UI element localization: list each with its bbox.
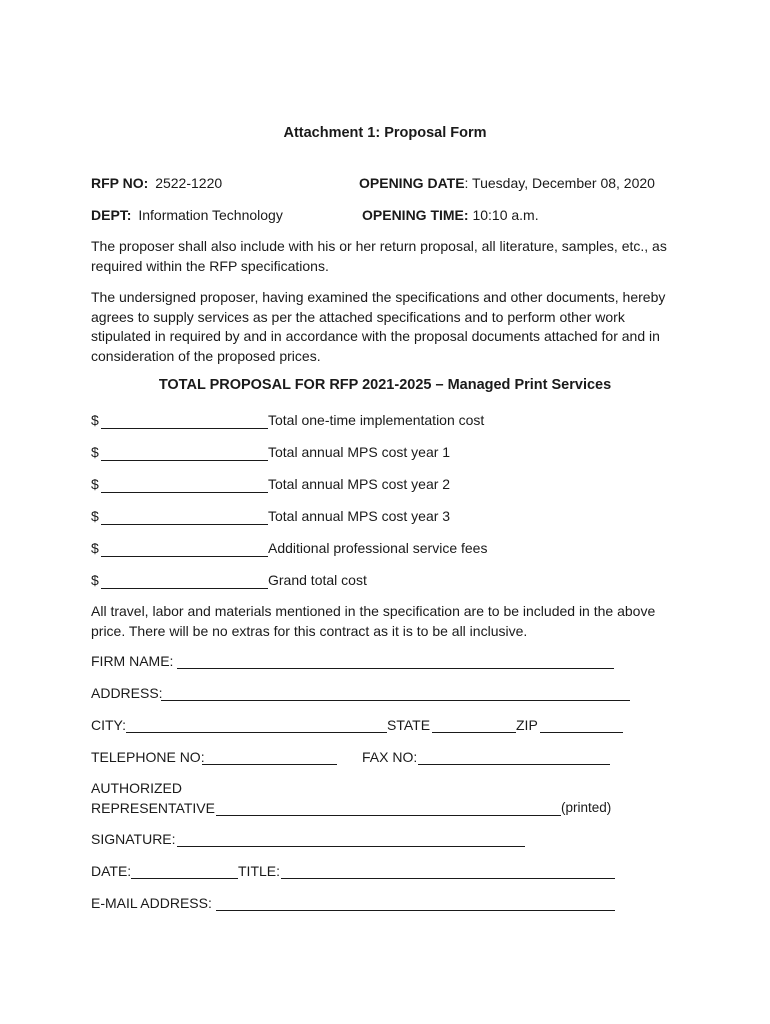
cost-label: Total annual MPS cost year 3 [268, 508, 451, 524]
cost-input-line[interactable] [101, 460, 268, 461]
city-label: CITY: [91, 717, 127, 733]
cost-label: Total annual MPS cost year 1 [268, 444, 451, 460]
zip-label: ZIP [516, 717, 538, 733]
email-line[interactable] [216, 910, 615, 911]
dollar-sign: $ [91, 508, 99, 524]
paragraph-inclusive: All travel, labor and materials mentioned in the specification are to be included in the above price. There will be no extras for this contract as it is to be all inclusive. [91, 603, 656, 639]
opening-time-value: 10:10 a.m. [472, 207, 539, 223]
date-label: DATE: [91, 863, 132, 879]
opening-time-label: OPENING TIME: [362, 207, 469, 223]
date-line[interactable] [131, 878, 238, 879]
title-label: TITLE: [238, 863, 281, 879]
signature-label: SIGNATURE: [91, 831, 176, 847]
dollar-sign: $ [91, 444, 99, 460]
state-line[interactable] [432, 732, 516, 733]
representative-line[interactable] [216, 815, 561, 816]
dollar-sign: $ [91, 412, 99, 428]
form-title: Attachment 1: Proposal Form [283, 125, 487, 141]
city-line[interactable] [126, 732, 387, 733]
cost-input-line[interactable] [101, 588, 268, 589]
signature-line[interactable] [177, 846, 525, 847]
email-label: E-MAIL ADDRESS: [91, 895, 212, 911]
rfp-number [91, 175, 222, 191]
authorized-label: AUTHORIZED [91, 780, 182, 796]
representative-label: REPRESENTATIVE [91, 800, 215, 816]
rfp-no-value: 2522-1220 [155, 175, 223, 191]
paragraph-literature: The proposer shall also include with his or her return proposal, all literature, samples, etc., as required within the RFP specifications. [91, 238, 667, 274]
state-label: STATE [387, 717, 431, 733]
cost-label: Additional professional service fees [268, 540, 488, 556]
rfp-no-label: RFP NO: [91, 175, 149, 191]
opening-date-label: OPENING DATE [359, 175, 465, 191]
opening-date-value: : Tuesday, December 08, 2020 [464, 175, 655, 191]
dept-label: DEPT: [91, 207, 132, 223]
zip-line[interactable] [540, 732, 623, 733]
printed-note: (printed) [561, 800, 612, 815]
cost-label: Total one-time implementation cost [268, 412, 485, 428]
cost-input-line[interactable] [101, 556, 268, 557]
opening-date [359, 175, 655, 191]
cost-label: Total annual MPS cost year 2 [268, 476, 451, 492]
paragraph-undersigned: The undersigned proposer, having examined the specifications and other documents, hereby agrees to supply services as per the attached specifications and to perform other work stipulated in required by and in accordance with the proposal documents attached for and in consideration of the proposed prices. [91, 289, 666, 364]
cost-input-line[interactable] [101, 428, 268, 429]
title-line[interactable] [281, 878, 615, 879]
department [91, 207, 283, 223]
opening-time [362, 207, 539, 223]
cost-input-line[interactable] [101, 524, 268, 525]
fax-line[interactable] [418, 764, 610, 765]
dollar-sign: $ [91, 572, 99, 588]
address-label: ADDRESS: [91, 685, 163, 701]
cost-input-line[interactable] [101, 492, 268, 493]
firm-name-label: FIRM NAME: [91, 653, 174, 669]
fax-label: FAX NO: [362, 749, 418, 765]
telephone-line[interactable] [202, 764, 337, 765]
dollar-sign: $ [91, 476, 99, 492]
telephone-label: TELEPHONE NO: [91, 749, 205, 765]
dollar-sign: $ [91, 540, 99, 556]
address-line[interactable] [161, 700, 630, 701]
dept-value: Information Technology [138, 207, 283, 223]
firm-name-line[interactable] [177, 668, 614, 669]
total-proposal-heading: TOTAL PROPOSAL FOR RFP 2021-2025 – Managed Print Services [158, 377, 612, 393]
cost-label: Grand total cost [268, 572, 367, 588]
